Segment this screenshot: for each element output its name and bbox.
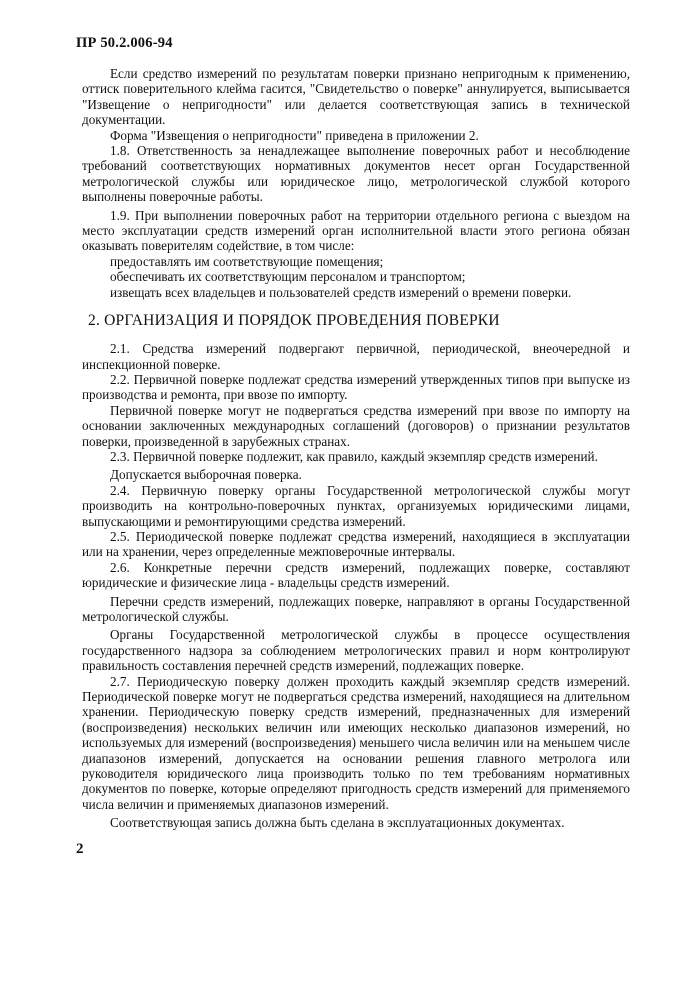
paragraph: Соответствующая запись должна быть сделана в эксплуатационных документах. [110,815,565,831]
paragraph-2-3: 2.3. Первичной поверке подлежит, как правило, каждый экземпляр средств измерений. [110,448,598,464]
document-code: ПР 50.2.006-94 [76,35,173,51]
paragraph-2-7: 2.7. Периодическую поверку должен проходить каждый экземпляр средств измерений. Периодической поверке могут не подвергаться средства измерений, находящиеся на длительном хранении. Периодическую поверку средств измерений, предназначенных для измерений (воспроизведения) нескольких величин или имеющих несколько диапазонов измерений, но используемых для измерений (воспроизведения) меньшего числа величин или на меньшем числе диапазонов измерений, допускается на основании решения главного метролога или руководителя юридического лица производить только по тем требованиям нормативных документов по поверке, которые определяют пригодность средств измерений для применяемого числа величин и применяемых диапазонов измерений. [82,673,630,812]
list-item: извещать всех владельцев и пользователей средств измерений о времени поверки. [110,284,572,300]
paragraph: Если средство измерений по результатам поверки признано непригодным к применению, оттиск поверительного клейма гасится, "Свидетельство о поверке" аннулируется, выписывается "Извещение о непригодности" или делается соответствующая запись в технической документации. [82,66,630,128]
paragraph-2-6: 2.6. Конкретные перечни средств измерений, подлежащих поверке, составляют юридические и физические лица - владельцы средств измерений. [82,559,630,591]
paragraph: Перечни средств измерений, подлежащих поверке, направляют в органы Государственной метрологической службы. [82,593,630,624]
page-number: 2 [76,841,84,857]
paragraph-1-8: 1.8. Ответственность за ненадлежащее выполнение поверочных работ и несоблюдение требований соответствующих нормативных документов несет орган Государственной метрологической службы или юридическое лицо, метрологической службой которого выполнены поверочные работы. [82,143,630,205]
list-item: предоставлять им соответствующие помещения; [110,253,384,269]
paragraph: Органы Государственной метрологической службы в процессе осуществления государственного надзора за соблюдением метрологических правил и норм контролируют правильность составления перечней средств измерений, подлежащих поверке. [82,627,630,674]
paragraph-2-4: 2.4. Первичную поверку органы Государственной метрологической службы могут производить на контрольно-поверочных пунктах, организуемых юридическими лицами, выпускающими и ремонтирующими средства измерений. [82,482,630,529]
paragraph: Первичной поверке могут не подвергаться средства измерений при ввозе по импорту на основании заключенных международных соглашений (договоров) о признании результатов поверки, произведенной в зарубежных странах. [82,402,630,449]
paragraph-2-1: 2.1. Средства измерений подвергают первичной, периодической, внеочередной и инспекционной поверке. [82,341,630,372]
paragraph-2-2: 2.2. Первичной поверке подлежат средства измерений утвержденных типов при выпуске из производства и ремонта, при ввозе по импорту. [82,371,630,403]
paragraph-2-5: 2.5. Периодической поверке подлежат средства измерений, находящиеся в эксплуатации или на хранении, через определенные межповерочные интервалы. [82,528,630,560]
paragraph-1-9: 1.9. При выполнении поверочных работ на территории отдельного региона с выездом на место эксплуатации средств измерений орган исполнительной власти этого региона обязан оказывать поверителям содействие, в том числе: [82,207,630,254]
document-body [82,66,630,831]
paragraph: Форма "Извещения о непригодности" приведена в приложении 2. [110,127,479,143]
section-heading: 2. ОРГАНИЗАЦИЯ И ПОРЯДОК ПРОВЕДЕНИЯ ПОВЕРКИ [88,312,500,330]
list-item: обеспечивать их соответствующим персоналом и транспортом; [110,269,466,285]
paragraph: Допускается выборочная поверка. [110,467,302,483]
